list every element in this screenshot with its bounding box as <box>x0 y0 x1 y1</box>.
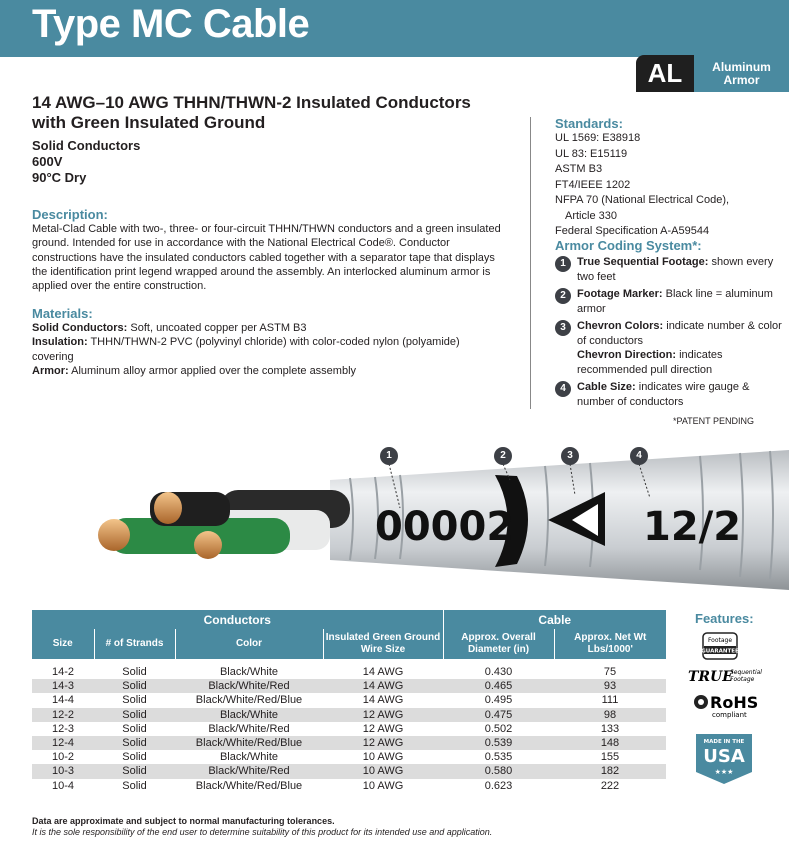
table-cell: 10-3 <box>32 764 94 778</box>
table-cell: 0.475 <box>443 708 554 722</box>
standard-item: NFPA 70 (National Electrical Code), <box>555 194 730 206</box>
table-cell: 10-4 <box>51 779 75 792</box>
number-2-icon: 2 <box>555 288 571 304</box>
table-cell: Black/White <box>219 751 279 764</box>
coding-item: 3 Chevron Colors: indicate number & color of conductors Chevron Direction: indicates recommended pull direction <box>555 319 785 377</box>
table-cell: Black/White/Red/Blue <box>175 736 323 750</box>
table-cell: 0.502 <box>484 722 513 735</box>
footage-print: 00002 <box>375 504 515 550</box>
cable-spec-table <box>32 610 666 793</box>
table-row <box>32 708 666 722</box>
callout-3-icon: 3 <box>561 447 579 465</box>
group-header-conductors: Conductors <box>32 610 443 629</box>
true-footage-icon: TRUE <box>688 669 733 685</box>
coding-title: Armor Coding System*: <box>555 238 702 253</box>
col-diameter: Approx. Overall Diameter (in) <box>443 629 554 659</box>
callout-1-icon: 1 <box>380 447 398 465</box>
coding-list <box>555 255 785 412</box>
table-row <box>32 750 666 764</box>
rohs-text: RoHS <box>710 693 759 712</box>
table-row <box>32 779 666 793</box>
coding-item: 2 Footage Marker: Black line = aluminum armor <box>555 287 785 316</box>
table-body <box>32 659 666 793</box>
size-print: 12/2 <box>643 504 742 550</box>
page-title: Type MC Cable <box>32 2 310 46</box>
table-cell: 14 AWG <box>362 694 404 707</box>
table-cell: 222 <box>600 779 620 792</box>
number-1-icon: 1 <box>555 256 571 272</box>
true-sub-text: Sequential <box>730 669 762 676</box>
copper-end-3 <box>194 531 222 559</box>
table-cell: 111 <box>601 694 619 707</box>
table-cell: 0.465 <box>443 679 554 693</box>
table-cell: 12 AWG <box>323 736 443 750</box>
material-label: Insulation: <box>32 336 88 349</box>
table-row <box>32 679 666 693</box>
product-headline: 14 AWG–10 AWG THHN/THWN-2 Insulated Conductors with Green Insulated Ground <box>32 93 471 132</box>
footage-badge-text: Footage <box>707 637 733 644</box>
table-cell: 10 AWG <box>362 751 404 764</box>
table-cell: 14 AWG <box>323 679 443 693</box>
coding-item: 4 Cable Size: indicates wire gauge & number of conductors <box>555 380 785 409</box>
table-cell: Black/White/Red <box>175 679 323 693</box>
material-label: Solid Conductors: <box>32 322 128 334</box>
svg-text:★★★: ★★★ <box>714 768 734 776</box>
description-text: Metal-Clad Cable with two-, three- or four-circuit THHN/THWN conductors and a green insulated ground. Intended for use in accordance with the National Electrical Code®. Conductor constructions have the insulated conductors cabled together with a separator tape that displays the identification print legend wrapped around the assembly. An interlocked aluminum armor is applied over the entire construction. <box>32 223 501 293</box>
standard-item: FT4/IEEE 1202 <box>555 178 631 191</box>
description-title: Description: <box>32 207 108 222</box>
table-cell: 0.623 <box>484 779 513 792</box>
materials-title: Materials: <box>32 306 93 321</box>
material-text: THHN/THWN-2 PVC (polyvinyl chloride) with color-coded nylon (polyamide) covering <box>32 336 460 363</box>
armor-label-text: Aluminum Armor <box>712 60 771 87</box>
table-row <box>32 764 666 778</box>
material-item <box>32 335 502 364</box>
material-item <box>32 364 502 378</box>
callout-2-icon: 2 <box>494 447 512 465</box>
patent-note: *PATENT PENDING <box>673 416 755 426</box>
divider <box>530 117 531 409</box>
table-cell: 14 AWG <box>362 666 404 678</box>
material-text: Soft, uncoated copper per ASTM B3 <box>127 322 307 334</box>
col-strands: # of Strands <box>94 629 175 659</box>
true-sub-text: Footage <box>730 676 755 683</box>
table-row <box>32 736 666 750</box>
col-ground: Insulated Green Ground Wire Size <box>323 629 443 659</box>
coding-item: 1 True Sequential Footage: shown every two feet <box>555 255 785 284</box>
group-header-cable: Cable <box>443 610 666 629</box>
table-cell: Solid <box>94 708 175 722</box>
table-cell: Solid <box>122 751 147 764</box>
table-cell: 10 AWG <box>323 764 443 778</box>
features-badges <box>688 628 778 788</box>
table-cell: Solid <box>122 694 147 707</box>
table-cell: Black/White/Red/Blue <box>195 694 303 707</box>
guarantee-text: GUARANTEE <box>701 648 739 655</box>
standard-item: Federal Specification A-A59544 <box>555 225 710 237</box>
table-cell: 182 <box>554 764 666 778</box>
table-cell: 12 AWG <box>323 708 443 722</box>
table-cell: Solid <box>94 736 175 750</box>
table-cell: 12-2 <box>32 708 94 722</box>
table-cell: Black/White <box>219 666 279 678</box>
table-cell: 75 <box>603 666 617 678</box>
table-cell: 133 <box>600 722 620 735</box>
table-cell: Solid <box>94 764 175 778</box>
table-row <box>32 665 666 679</box>
standard-item: UL 1569: E38918 <box>555 132 641 144</box>
table-cell: 0.539 <box>443 736 554 750</box>
usa-top-text: MADE IN THE <box>703 739 745 745</box>
spec-temperature: 90°C Dry <box>32 170 87 185</box>
standard-item: ASTM B3 <box>555 163 603 175</box>
usa-text: USA <box>703 746 745 767</box>
table-cell: Solid <box>122 779 147 792</box>
material-text: Aluminum alloy armor applied over the complete assembly <box>68 364 357 377</box>
spec-voltage: 600V <box>32 154 63 169</box>
table-cell: 148 <box>554 736 666 750</box>
material-item <box>32 321 502 335</box>
table-cell: 10-2 <box>51 751 75 764</box>
col-size: Size <box>32 629 94 659</box>
spec-list <box>32 138 140 186</box>
materials-list <box>32 321 502 378</box>
armor-label <box>694 55 789 92</box>
col-weight: Approx. Net Wt Lbs/1000' <box>554 629 666 659</box>
standard-item: UL 83: E15119 <box>555 147 628 160</box>
table-cell: Solid <box>94 679 175 693</box>
table-cell: 12 AWG <box>362 722 404 735</box>
footer-note: Data are approximate and subject to normal manufacturing tolerances. <box>32 816 335 826</box>
table-row <box>32 722 666 736</box>
table-cell: 0.535 <box>484 751 513 764</box>
table-cell: Solid <box>122 666 147 678</box>
number-4-icon: 4 <box>555 381 571 397</box>
table-cell: 0.580 <box>443 764 554 778</box>
rohs-sub-text: compliant <box>712 711 747 719</box>
footer-disclaimer: It is the sole responsibility of the end user to determine suitability of this product for its intended use and application. <box>32 827 493 837</box>
table-cell: 12-4 <box>32 736 94 750</box>
table-cell: Black/White/Red <box>208 722 290 735</box>
table-cell: 14-3 <box>32 679 94 693</box>
table-cell: 0.495 <box>484 694 513 707</box>
copper-end-2 <box>98 519 130 551</box>
table-cell: 14-4 <box>51 694 75 707</box>
table-cell: Solid <box>122 722 147 735</box>
material-label: Armor: <box>32 364 69 377</box>
standards-list <box>555 131 729 240</box>
table-cell: 155 <box>600 751 620 764</box>
table-cell: 98 <box>554 708 666 722</box>
features-title: Features: <box>695 611 754 626</box>
callout-4-icon: 4 <box>630 447 648 465</box>
number-3-icon: 3 <box>555 320 571 336</box>
standard-item: Article 330 <box>565 209 617 222</box>
table-cell: 10 AWG <box>362 779 404 792</box>
standards-title: Standards: <box>555 116 623 131</box>
table-cell: 14-2 <box>51 666 75 678</box>
al-badge: AL <box>636 55 694 92</box>
copper-end-1 <box>154 492 182 524</box>
table-cell: 12-3 <box>51 722 75 735</box>
table-cell: Black/White/Red/Blue <box>195 779 303 792</box>
spec-conductors: Solid Conductors <box>32 138 141 153</box>
cable-illustration <box>0 440 789 600</box>
col-color: Color <box>175 629 323 659</box>
table-row <box>32 693 666 707</box>
table-cell: Black/White/Red <box>175 764 323 778</box>
header-bar <box>0 0 789 57</box>
table-cell: 0.430 <box>484 666 513 678</box>
table-cell: Black/White <box>175 708 323 722</box>
table-cell: 93 <box>554 679 666 693</box>
